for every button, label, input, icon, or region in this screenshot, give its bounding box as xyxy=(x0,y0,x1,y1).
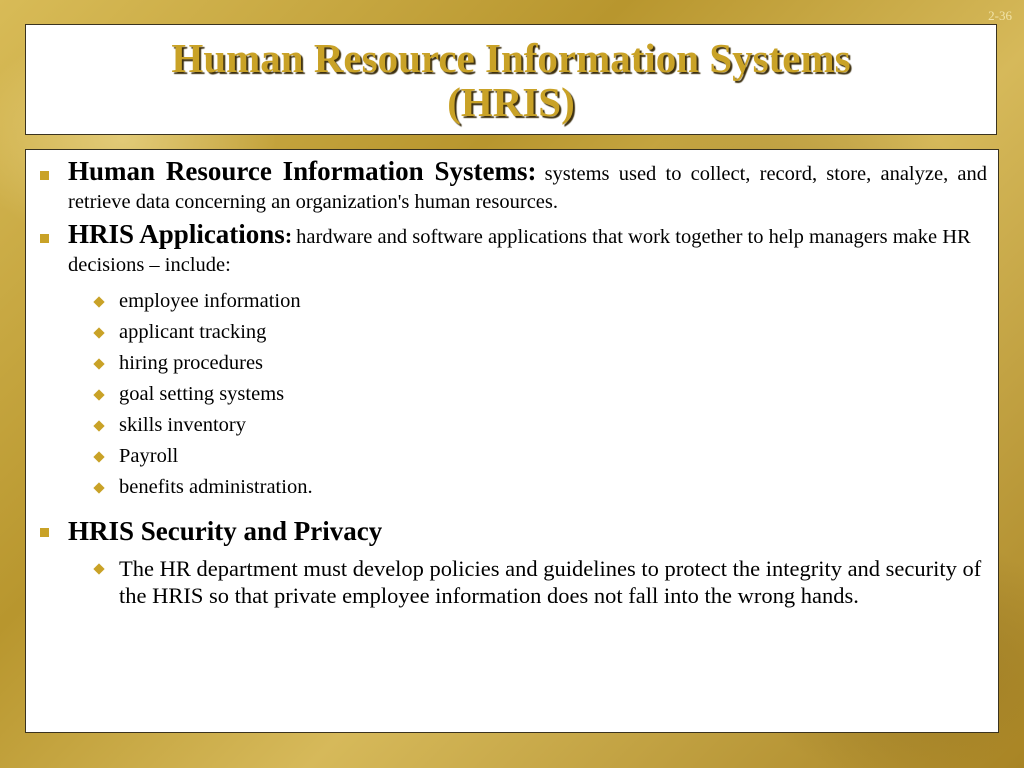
list-item xyxy=(26,317,987,348)
bullet-paragraph xyxy=(68,221,987,280)
bullet-term: HRIS Security and Privacy xyxy=(68,516,383,546)
square-bullet-icon xyxy=(40,171,49,180)
bullet-term: HRIS Applications xyxy=(68,219,285,249)
bullet-description: hardware and software applications that work together to help managers make HR decisions – include: xyxy=(68,226,971,276)
bullet-hris-definition xyxy=(26,158,987,217)
diamond-bullet-icon xyxy=(93,482,104,493)
list-item-label: employee information xyxy=(119,290,301,312)
bullet-paragraph xyxy=(68,158,987,217)
list-item-label: Payroll xyxy=(119,445,179,467)
list-item xyxy=(26,348,987,379)
bullet-hris-security xyxy=(26,515,987,547)
diamond-bullet-icon xyxy=(93,296,104,307)
list-item-label: goal setting systems xyxy=(119,383,285,405)
slide-number: 2-36 xyxy=(988,8,1012,23)
list-item-label: skills inventory xyxy=(119,414,246,436)
bullet-term: Human Resource Information Systems: xyxy=(68,156,537,186)
bullet-hris-applications xyxy=(26,221,987,280)
diamond-bullet-icon xyxy=(93,420,104,431)
diamond-bullet-icon xyxy=(93,389,104,400)
square-bullet-icon xyxy=(40,528,49,537)
list-item-label: applicant tracking xyxy=(119,321,267,343)
bullet-term-colon: : xyxy=(284,223,293,248)
list-item-label: The HR department must develop policies and guidelines to protect the integrity and security of the HRIS so that private employee information does not fall into the wrong hands. xyxy=(119,556,982,608)
list-item xyxy=(26,410,987,441)
list-item-label: benefits administration. xyxy=(119,476,313,498)
content-box xyxy=(25,149,999,733)
list-item xyxy=(26,286,987,317)
applications-sub-list xyxy=(26,286,987,503)
slide-title-line-1: Human Resource Information Systems xyxy=(171,34,851,81)
list-item xyxy=(26,555,987,609)
list-item xyxy=(26,472,987,503)
diamond-bullet-icon xyxy=(93,327,104,338)
title-box xyxy=(25,24,997,135)
square-bullet-icon xyxy=(40,234,49,243)
slide-title-line-2: (HRIS) xyxy=(447,78,575,125)
list-item xyxy=(26,379,987,410)
diamond-bullet-icon xyxy=(93,563,104,574)
diamond-bullet-icon xyxy=(93,451,104,462)
diamond-bullet-icon xyxy=(93,358,104,369)
list-item-label: hiring procedures xyxy=(119,352,264,374)
bullet-description: systems used to collect, record, store, analyze, and retrieve data concerning an organization's human resources. xyxy=(68,163,988,213)
list-item xyxy=(26,441,987,472)
